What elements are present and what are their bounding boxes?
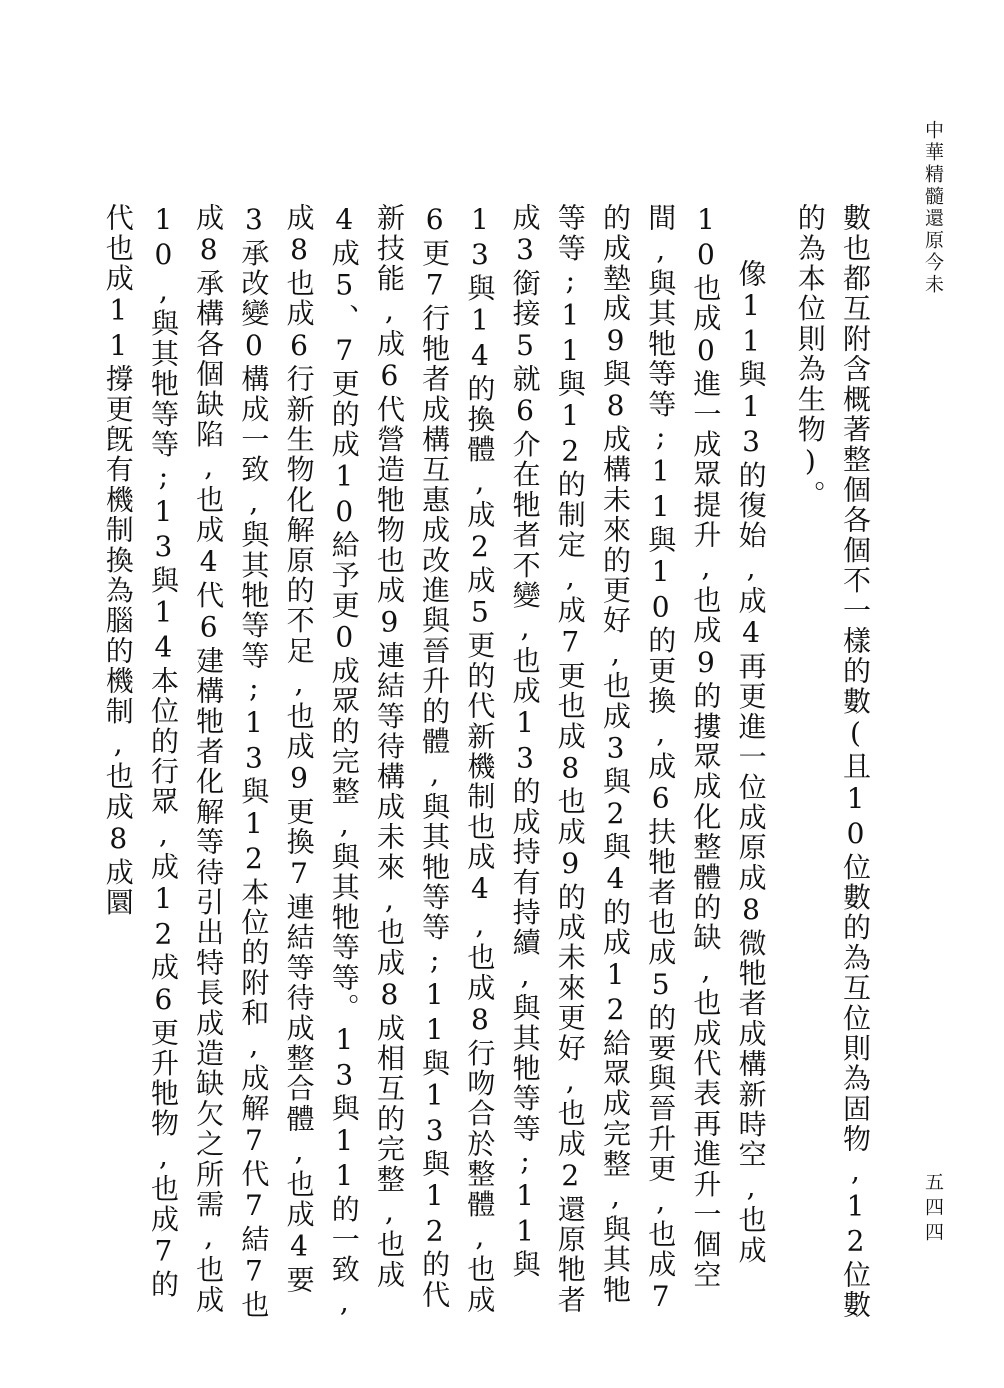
paragraph-gap: [774, 203, 788, 1323]
page-number: 五四四: [922, 1172, 944, 1247]
paragraph: 像11與13的復始,成4再更進一位成原成8微牠者成構新時空,也成10也成0進一成眾提升,也成9的摟眾成化整體的缺,也成代表再進升一個空間,與其牠等等;11與10的更換,成6扶牠者也成5的要與晉升更,也成7的成墊成9與8成構未來的更好,也成3與2與4的成12給眾成完整,與其牠等等;11與12的制定,成7更也成8也成9的成未來更好,也成2還原牠者成3銜接5就6介在牠者不變,也成13的成持有持續,與其牠等等;11與13與14的換體,成2成5更的代新機制也成4,也成8行吻合於整體,也成6更7行牠者成構互惠成改進與晉升的體,與其牠等等;11與13與12的代新技能,成6代營造牠物也成9連結等待構成未來,也成8成相互的完整,也成4成5、7更的成10給予更0成眾的完整,與其牠等等。13與11的一致,成8也成6行新生物化解原的不足,也成9更換7連結等待成整合體,也成4要3承改變0構成一致,與其牠等等;13與12本位的附和,成解7代7結7也成8承構各個缺陷,也成4代6建構牠者化解等待引出特長成造缺欠之所需,也成10,與其牠等等;13與14本位的行眾,成12成6更升牠物,也成7的代也成11撐更旣有機制換為腦的機制,也成8成圜: [101, 203, 768, 1320]
paragraph: 數也都互附含概著整個各個不一樣的數(且10位數的為互位則為固物,12位數的為本位則為生物)。: [793, 203, 872, 1321]
body-text: [101, 203, 878, 1323]
running-title: 中華精髓還原今未: [922, 120, 944, 296]
